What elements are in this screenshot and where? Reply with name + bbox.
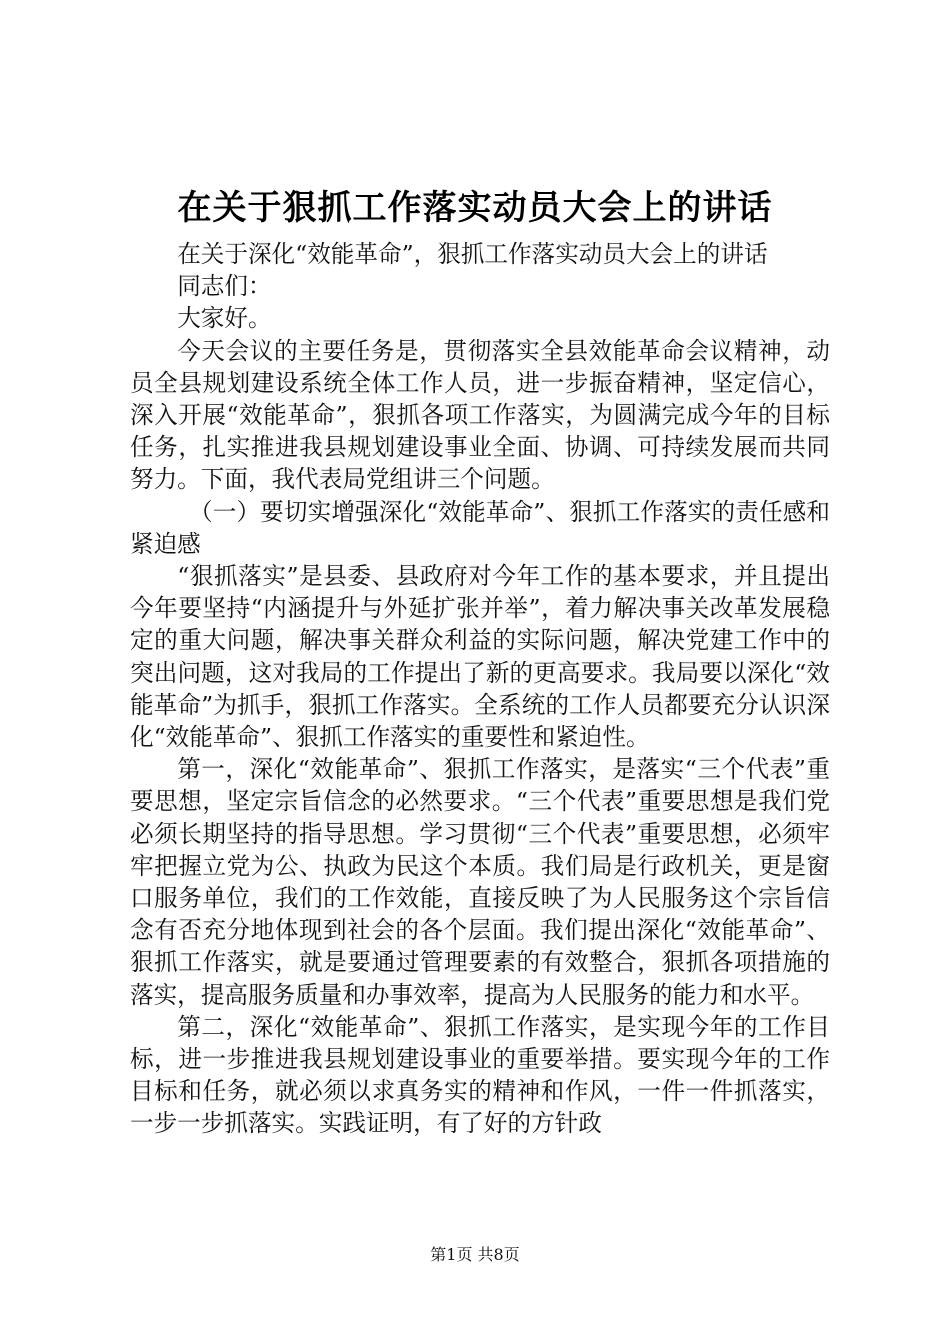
speech-heading: 在关于深化“效能革命”，狠抓工作落实动员大会上的讲话 [177,240,768,268]
paragraph-2: 第一，深化“效能革命”、狠抓工作落实，是落实“三个代表”重要思想，坚定宗旨信念的必然要求。“三个代表”重要思想是我们党必须长期坚持的指导思想。学习贯彻“三个代表”重要思想，必须牢牢把握立党为公、执政为民这个本质。我们局是行政机关，更是窗口服务单位，我们的工作效能，直接反映了为人民服务这个宗旨信念有否充分地体现到社会的各个层面。我们提出深化“效能革命”、狠抓工作落实，就是要通过管理要素的有效整合，狠抓各项措施的落实，提高服务质量和办事效率，提高为人民服务的能力和水平。 [130,755,830,1009]
paragraph-3: 第二，深化“效能革命”、狠抓工作落实，是实现今年的工作目标，进一步推进我县规划建设事业的重要举措。要实现今年的工作目标和任务，就必须以求真务实的精神和作风，一件一件抓落实，一步一步抓落实。实践证明，有了好的方针政 [130,1012,830,1138]
paragraph-intro: 今天会议的主要任务是，贯彻落实全县效能革命会议精神，动员全县规划建设系统全体工作人员，进一步振奋精神，坚定信心，深入开展“效能革命”，狠抓各项工作落实，为圆满完成今年的目标任务，扎实推进我县规划建设事业全面、协调、可持续发展而共同努力。下面，我代表局党组讲三个问题。 [130,336,830,494]
section-heading-1: （一）要切实增强深化“效能革命”、狠抓工作落实的责任感和紧迫感 [130,497,830,558]
document-body [130,238,830,1140]
document-title: 在关于狠抓工作落实动员大会上的讲话 [177,188,773,228]
greeting: 大家好。 [177,304,272,333]
page-footer: 第1页 共8页 [430,1245,520,1264]
paragraph-1: “狠抓落实”是县委、县政府对今年工作的基本要求，并且提出今年要坚持“内涵提升与外延扩张并举”，着力解决事关改革发展稳定的重大问题，解决事关群众利益的实际问题，解决党建工作中的突出问题，这对我局的工作提出了新的更高要求。我局要以深化“效能革命”为抓手，狠抓工作落实。全系统的工作人员都要充分认识深化“效能革命”、狠抓工作落实的重要性和紧迫性。 [130,562,830,752]
salutation: 同志们： [177,272,272,301]
